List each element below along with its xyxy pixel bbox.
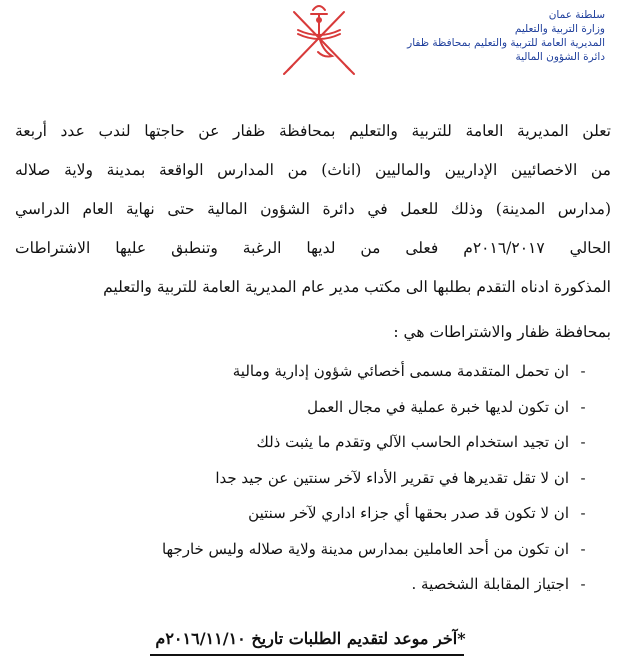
bullet-dash: - <box>580 397 586 416</box>
requirement-text: ان تحمل المتقدمة مسمى أخصائي شؤون إدارية ومالية <box>232 362 569 380</box>
requirement-text: ان تجيد استخدام الحاسب الآلي وتقدم ما يثبت ذلك <box>256 433 569 451</box>
announcement-line: من الاخصائيين الإداريين والماليين (اناث) من المدارس الواقعة بمدينة ولاية صلاله <box>15 161 611 179</box>
requirement-item <box>17 532 597 568</box>
header-line-sultanate: سلطنة عمان <box>548 9 605 21</box>
application-deadline: *آخر موعد لتقديم الطلبات تاريخ ٢٠١٦/١١/١٠م <box>155 629 466 648</box>
requirement-text: ان لا تكون قد صدر بحقها أي جزاء اداري لآخر سنتين <box>248 504 569 522</box>
bullet-dash: - <box>580 468 586 487</box>
deadline-underline <box>150 654 464 656</box>
requirement-item <box>17 390 597 426</box>
requirement-text: ان تكون لديها خبرة عملية في مجال العمل <box>307 397 569 416</box>
announcement-line: تعلن المديرية العامة للتربية والتعليم بمحافظة ظفار عن حاجتها لندب عدد أربعة <box>15 122 611 140</box>
requirement-text: ان تكون من أحد العاملين بمدارس مدينة ولاية صلاله وليس خارجها <box>161 539 569 558</box>
bullet-dash: - <box>580 504 586 522</box>
announcement-line: المذكورة ادناه التقدم بطلبها الى مكتب مدير عام المديرية العامة للتربية والتعليم <box>103 278 611 296</box>
letterhead <box>345 8 605 64</box>
announcement-body <box>15 112 611 307</box>
requirements-list <box>17 354 597 603</box>
header-line-ministry: وزارة التربية والتعليم <box>514 23 605 35</box>
announcement-line: الحالي ٢٠١٦/٢٠١٧م فعلى من لديها الرغبة وتنطبق عليها الاشتراطات <box>15 239 611 257</box>
bullet-dash: - <box>580 362 586 380</box>
bullet-dash: - <box>580 575 586 593</box>
requirement-text: اجتياز المقابلة الشخصية . <box>411 575 569 593</box>
requirement-item <box>17 354 597 390</box>
requirement-item <box>17 461 597 497</box>
requirements-intro: بمحافظة ظفار والاشتراطات هي : <box>393 323 611 341</box>
requirement-item <box>17 425 597 461</box>
requirement-text: ان لا تقل تقديرها في تقرير الأداء لآخر سنتين عن جيد جدا <box>215 468 569 487</box>
bullet-dash: - <box>580 433 586 451</box>
requirement-item <box>17 567 597 603</box>
announcement-line: (مدارس المدينة) وذلك للعمل في دائرة الشؤون المالية حتى نهاية العام الدراسي <box>15 200 611 218</box>
header-line-department: دائرة الشؤون المالية <box>515 51 605 63</box>
bullet-dash: - <box>580 539 586 558</box>
header-line-directorate: المديرية العامة للتربية والتعليم بمحافظة ظفار <box>407 37 605 49</box>
requirement-item <box>17 496 597 532</box>
